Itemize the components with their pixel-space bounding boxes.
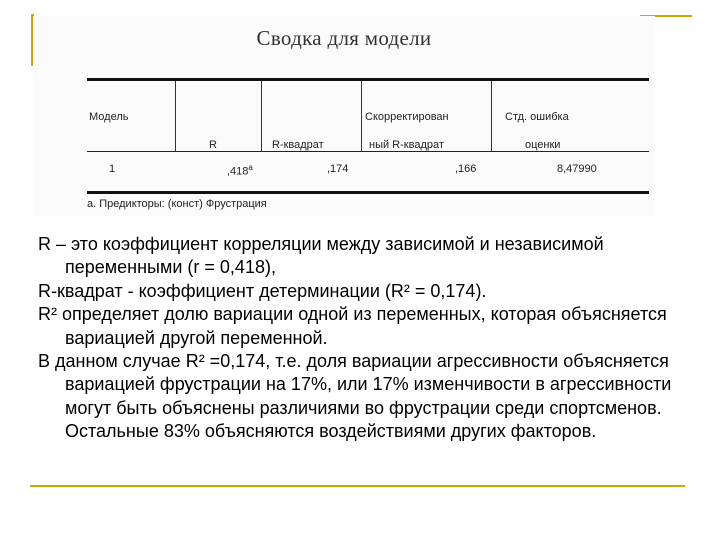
header-model: Модель: [89, 111, 129, 123]
row-adjusted-r-square-value: ,166: [455, 163, 477, 175]
explanation-paragraph: В данном случае R² =0,174, т.е. доля вариации агрессивности объясняется вариацией фрустрации на 17%, или 17% изменчивости в агрессивности могут быть объяснены различиями во фрустрации среди спортсменов. Остальные 83% объясняются воздействиями других факторов.: [38, 351, 672, 442]
model-summary-table: [87, 78, 649, 194]
table-title: Сводка для модели: [256, 26, 432, 50]
column-divider: [491, 81, 492, 151]
explanation-paragraph: R² определяет долю вариации одной из переменных, которая объясняется вариацией другой переменной.: [38, 304, 667, 348]
column-divider: [175, 81, 176, 151]
explanation-paragraph: R-квадрат - коэффициент детерминации (R² = 0,174).: [38, 280, 487, 301]
r-footnote-marker: a: [248, 163, 253, 172]
r-value-text: ,418: [227, 165, 249, 178]
row-model-number: 1: [109, 163, 116, 175]
accent-bottom-line: [30, 485, 685, 487]
model-summary-image: [33, 16, 655, 216]
explanation-paragraph: R – это коэффициент корреляции между зависимой и независимой переменными (r = 0,418),: [38, 234, 604, 278]
header-adjusted-r-square-line1: Скорректирован: [365, 111, 449, 123]
column-divider: [361, 81, 362, 151]
header-adjusted-r-square-line2: ный R-квадрат: [369, 139, 444, 151]
table-footnote: a. Предикторы: (конст) Фрустрация: [87, 198, 267, 210]
header-divider: [87, 151, 649, 152]
header-r-square: R-квадрат: [272, 139, 324, 151]
header-std-error-line2: оценки: [525, 139, 561, 151]
row-r-square-value: ,174: [327, 163, 349, 175]
header-std-error-line1: Стд. ошибка: [505, 111, 569, 123]
explanation-text: [38, 233, 688, 444]
row-r-value: [227, 163, 253, 178]
column-divider: [261, 81, 262, 151]
header-r: R: [209, 139, 217, 151]
row-std-error-value: 8,47990: [557, 163, 597, 175]
